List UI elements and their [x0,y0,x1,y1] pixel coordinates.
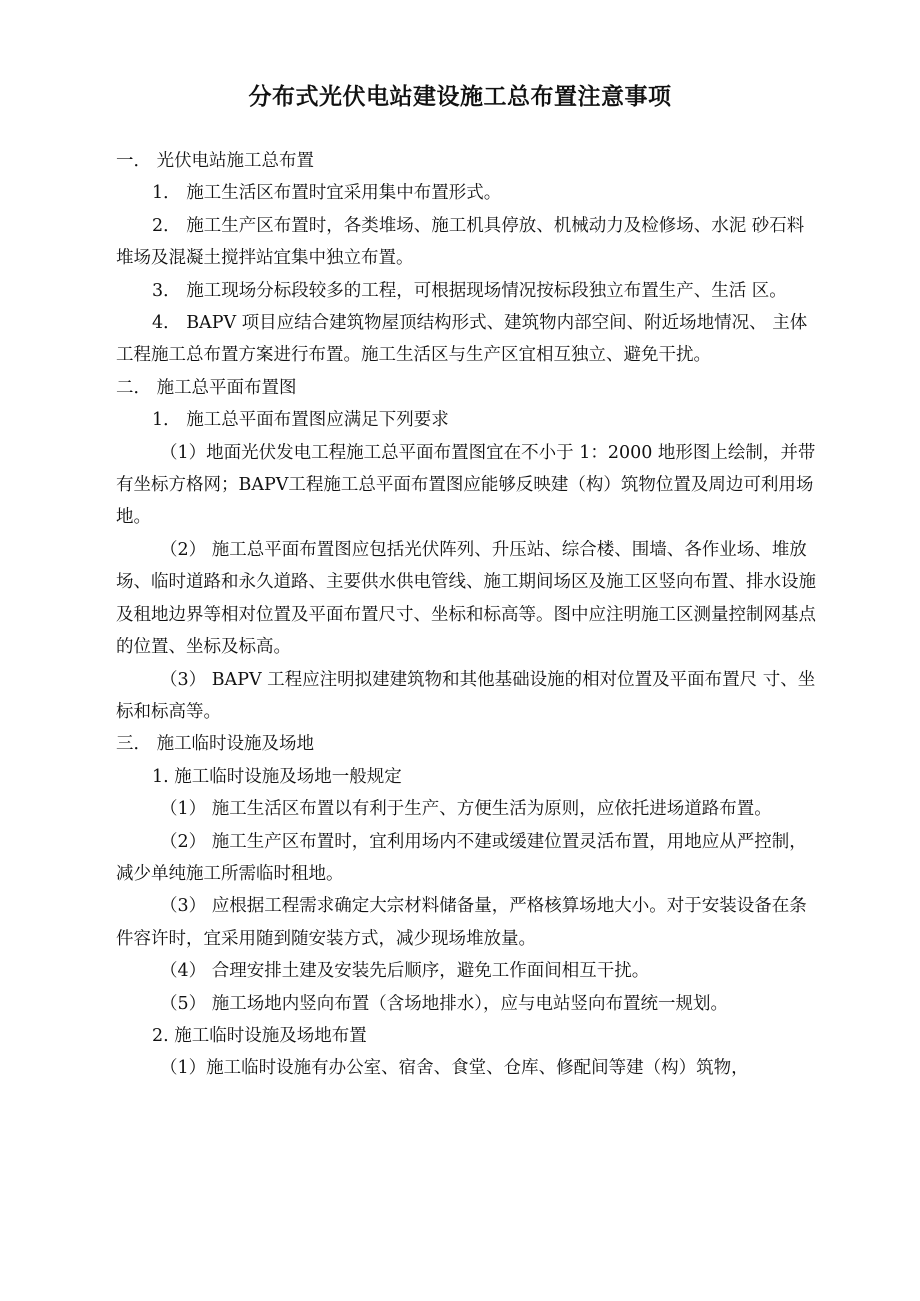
paragraph-3-1-5: （5） 施工场地内竖向布置（含场地排水），应与电站竖向布置统一规划。 [160,993,728,1014]
page-title: 分布式光伏电站建设施工总布置注意事项 [248,84,672,110]
paragraph-1-3: 3． 施工现场分标段较多的工程，可根据现场情况按标段独立布置生产、生活 区。 [152,280,787,301]
section-heading-3: 三． 施工临时设施及场地 [116,734,315,755]
paragraph-3-2: 2. 施工临时设施及场地布置 [152,1025,367,1046]
paragraph-3-1-1: （1） 施工生活区布置以有利于生产、方便生活为原则，应依托进场道路布置。 [160,799,772,820]
paragraph-2-1-3: （3） BAPV 工程应注明拟建建筑物和其他基础设施的相对位置及平面布置尺 寸、坐标和标高等。 [116,669,816,722]
paragraph-3-1-3: （3） 应根据工程需求确定大宗材料储备量，严格核算场地大小。对于安装设备在条件容许时，宜采用随到随安装方式，减少现场堆放量。 [116,896,807,949]
document-body [116,145,816,1085]
paragraph-3-2-1: （1）施工临时设施有办公室、宿舍、食堂、仓库、修配间等建（构）筑物， [160,1058,749,1079]
section-heading-2: 二． 施工总平面布置图 [116,377,297,398]
section-heading-1: 一． 光伏电站施工总布置 [116,151,315,171]
paragraph-2-1-2: （2） 施工总平面布置图应包括光伏阵列、升压站、综合楼、围墙、各作业场、堆放场、临时道路和永久道路、主要供水供电管线、施工期间场区及施工区竖向布置、排水设施及租地边界等相对位置及平面布置尺寸、坐标和标高等。图中应注明施工区测量控制网基点的位置、坐标及标高。 [116,539,816,658]
paragraph-1-1: 1． 施工生活区布置时宜采用集中布置形式。 [152,183,502,204]
paragraph-1-4: 4． BAPV 项目应结合建筑物屋顶结构形式、建筑物内部空间、附近场地情况、 主体工程施工总布置方案进行布置。施工生活区与生产区宜相互独立、避免干扰。 [116,313,808,366]
paragraph-3-1-2: （2） 施工生产区布置时，宜利用场内不建或缓建位置灵活布置，用地应从严控制，减少单纯施工所需临时租地。 [116,831,807,884]
paragraph-3-1: 1. 施工临时设施及场地一般规定 [152,766,402,787]
paragraph-2-1-1: （1）地面光伏发电工程施工总平面布置图宜在不小于 1：2000 地形图上绘制，并带有坐标方格网；BAPV工程施工总平面布置图应能够反映建（构）筑物位置及周边可利用场地。 [116,442,816,528]
paragraph-1-2: 2． 施工生产区布置时，各类堆场、施工机具停放、机械动力及检修场、水泥 砂石料堆场及混凝土搅拌站宜集中独立布置。 [116,215,805,269]
paragraph-2-1: 1． 施工总平面布置图应满足下列要求 [152,410,449,431]
paragraph-3-1-4: （4） 合理安排土建及安装先后顺序，避免工作面间相互干扰。 [160,961,650,982]
